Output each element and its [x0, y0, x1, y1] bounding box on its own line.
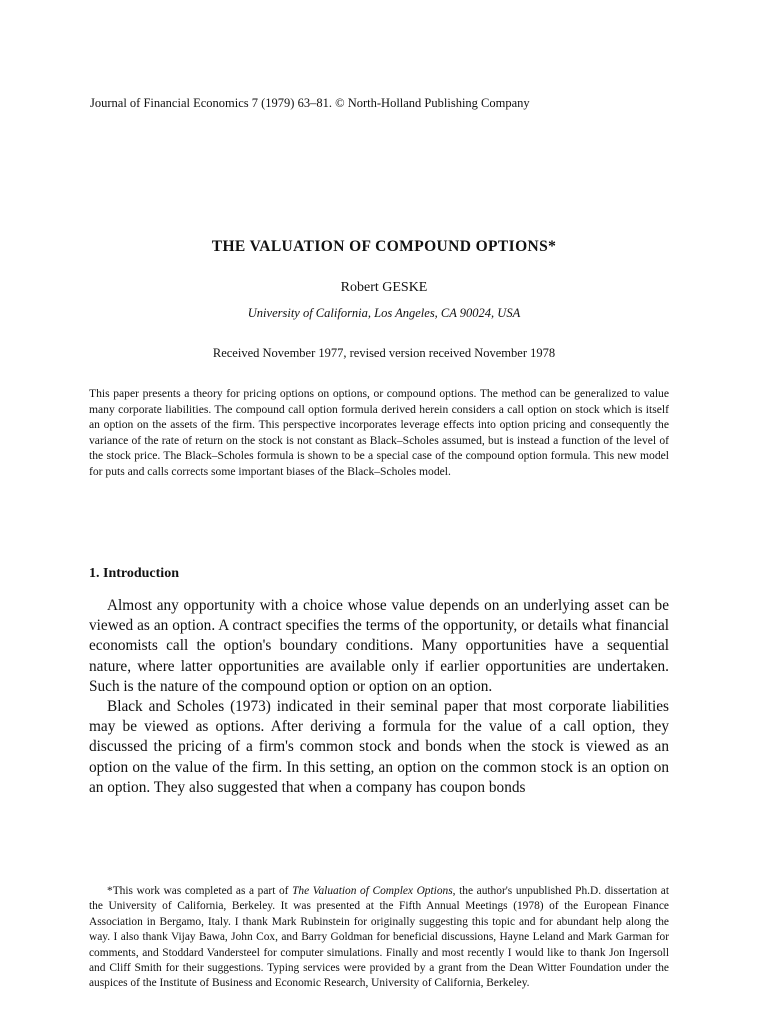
introduction-body [89, 596, 669, 798]
footnote-dissertation-title: The Valuation of Complex Options [292, 885, 453, 897]
body-paragraph: Black and Scholes (1973) indicated in their seminal paper that most corporate liabilities may be viewed as options. After deriving a formula for the value of a call option, they discussed the pricing of a firm's common stock and bonds when the stock is viewed as an option on the value of the firm. In this setting, an option on the common stock is an option on an option. They also suggested that when a company has coupon bonds [89, 698, 669, 796]
author-affiliation: University of California, Los Angeles, CA 90024, USA [247, 306, 521, 320]
author-name: Robert GESKE [340, 280, 428, 295]
footnote-paragraph [89, 884, 669, 992]
abstract-text: This paper presents a theory for pricing options on options, or compound options. The method can be generalized to value many corporate liabilities. The compound call option formula derived herein considers a call option on stock which is itself an option on the assets of the firm. This perspective incorporates leverage effects into option pricing and consequently the variance of the rate of return on the stock is not constant as Black–Scholes assumed, but is instead a function of the level of the stock price. The Black–Scholes formula is shown to be a special case of the compound option formula. This new model for puts and calls corrects some important biases of the Black–Scholes model. [89, 387, 669, 478]
footnote-text-rest: , the author's unpublished Ph.D. dissertation at the University of California, Berkeley. It was presented at the Fifth Annual Meetings (1978) of the European Finance Association in Bergamo, Italy. I thank Mark Rubinstein for originally suggesting this topic and for abundant help along the way. I also thank Vijay Bawa, John Cox, and Barry Goldman for beneficial discussions, Hayne Leland and Mark Garman for comments, and Stoddard Vandersteel for computer simulations. Finally and most recently I would like to thank Jon Ingersoll and Cliff Smith for their suggestions. Typing services were provided by a grant from the Dean Witter Foundation under the auspices of the Institute of Business and Economic Research, University of California, Berkeley. [89, 885, 669, 990]
paper-title: THE VALUATION OF COMPOUND OPTIONS* [211, 238, 557, 255]
title-footnote [89, 884, 669, 992]
body-paragraph: Almost any opportunity with a choice whose value depends on an underlying asset can be viewed as an option. A contract specifies the terms of the opportunity, or details what financial economists call the option's boundary conditions. Many opportunities have a sequential nature, where latter opportunities are available only if earlier opportunities are undertaken. Such is the nature of the compound option or option on an option. [89, 597, 669, 695]
section-heading-introduction: 1. Introduction [89, 566, 179, 581]
journal-citation: Journal of Financial Economics 7 (1979) 63–81. © North-Holland Publishing Company [90, 96, 530, 110]
footnote-text-start: *This work was completed as a part of [107, 885, 293, 897]
received-dates: Received November 1977, revised version received November 1978 [212, 346, 556, 360]
